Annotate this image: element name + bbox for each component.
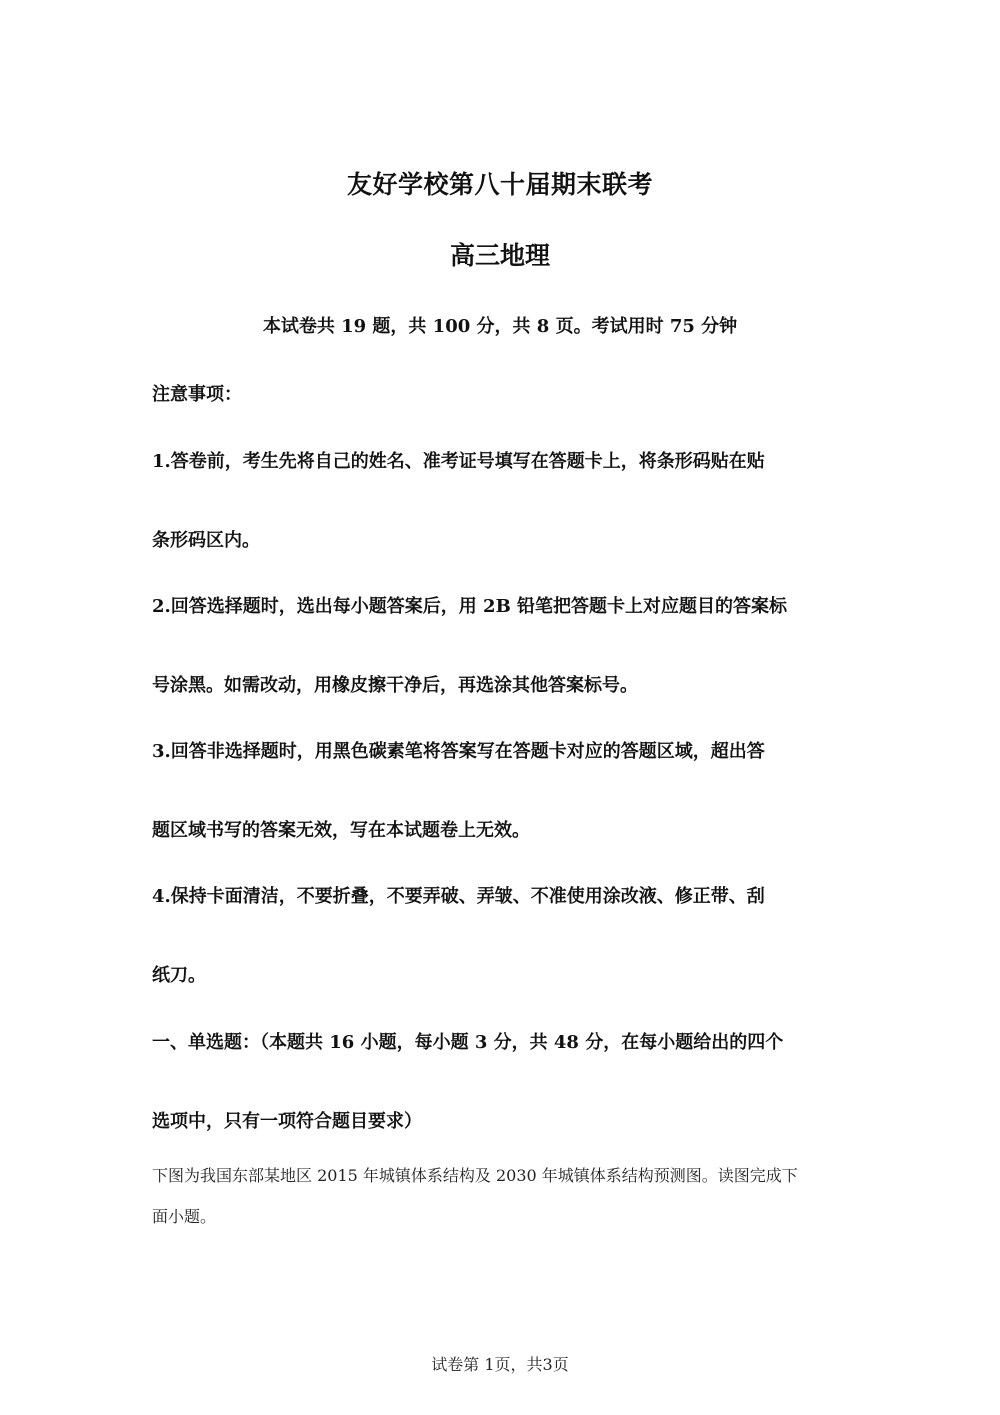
notice-item-1-line-2: 条形码区内。 bbox=[152, 530, 260, 551]
notice-item-2-line-2: 号涂黑。如需改动，用橡皮擦干净后，再选涂其他答案标号。 bbox=[152, 675, 638, 696]
notice-item-2-line-1: 2.回答选择题时，选出每小题答案后，用 2B 铅笔把答题卡上对应题目的答案标 bbox=[152, 596, 788, 617]
notice-item-3-line-1: 3.回答非选择题时，用黑色碳素笔将答案写在答题卡对应的答题区域，超出答 bbox=[152, 741, 765, 762]
exam-title: 友好学校第八十届期末联考 bbox=[346, 170, 653, 199]
notice-heading: 注意事项： bbox=[152, 384, 242, 405]
question-intro-line-2: 面小题。 bbox=[152, 1207, 217, 1226]
subject-title: 高三地理 bbox=[449, 241, 550, 270]
section-heading-line-1: 一、单选题：（本题共 16 小题，每小题 3 分，共 48 分，在每小题给出的四个 bbox=[152, 1032, 784, 1053]
section-heading-line-2: 选项中，只有一项符合题目要求） bbox=[152, 1111, 422, 1132]
exam-info: 本试卷共 19 题，共 100 分，共 8 页。考试用时 75 分钟 bbox=[262, 316, 738, 337]
notice-item-1-line-1: 1.答卷前，考生先将自己的姓名、准考证号填写在答题卡上，将条形码贴在贴 bbox=[152, 451, 765, 472]
notice-item-3-line-2: 题区域书写的答案无效，写在本试题卷上无效。 bbox=[152, 820, 530, 841]
question-intro-line-1: 下图为我国东部某地区 2015 年城镇体系结构及 2030 年城镇体系结构预测图。读图完成下 bbox=[152, 1166, 798, 1185]
notice-item-4-line-2: 纸刀。 bbox=[152, 965, 206, 986]
page-footer: 试卷第 1页，共3页 bbox=[431, 1355, 569, 1374]
notice-item-4-line-1: 4.保持卡面清洁，不要折叠，不要弄破、弄皱、不准使用涂改液、修正带、刮 bbox=[152, 886, 765, 907]
